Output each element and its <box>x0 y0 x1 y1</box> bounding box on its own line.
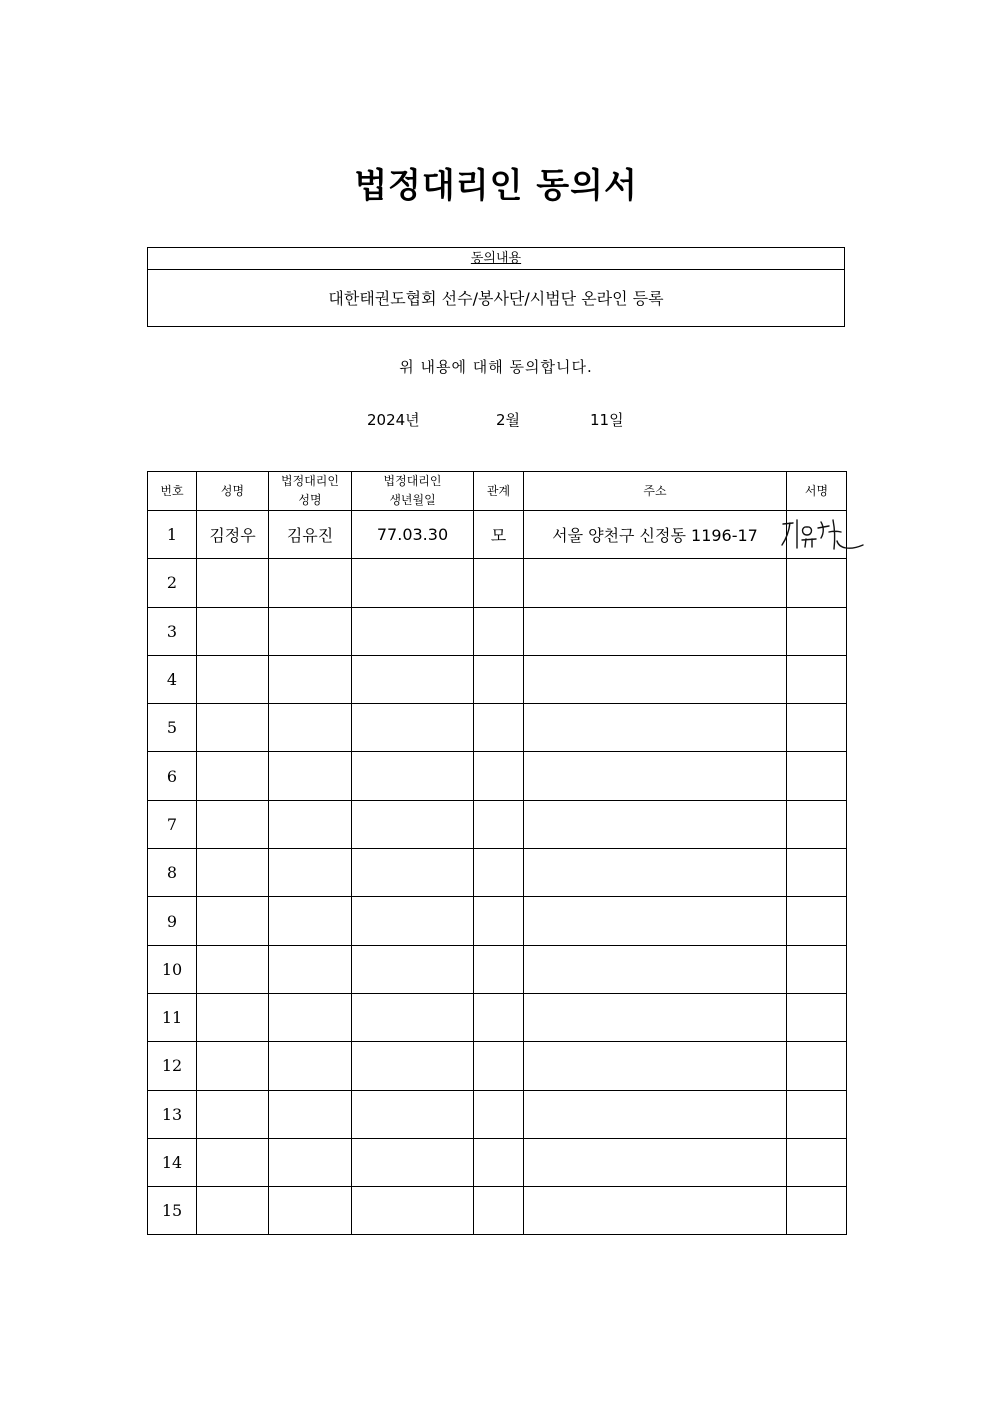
cell-guardian-birth <box>352 849 474 897</box>
table-row <box>148 1090 847 1138</box>
cell-guardian-name <box>269 897 352 945</box>
cell-relation <box>474 607 524 655</box>
cell-name <box>197 704 269 752</box>
table-row <box>148 1042 847 1090</box>
cell-no: 6 <box>148 752 197 800</box>
table-row <box>148 897 847 945</box>
cell-address <box>524 897 787 945</box>
handwritten-signature <box>777 515 865 557</box>
cell-relation <box>474 655 524 703</box>
cell-signature <box>787 511 847 559</box>
cell-name <box>197 897 269 945</box>
cell-address <box>524 752 787 800</box>
cell-relation: 모 <box>474 511 524 559</box>
cell-guardian-name <box>269 993 352 1041</box>
cell-signature <box>787 897 847 945</box>
header-address: 주소 <box>524 472 787 511</box>
cell-relation <box>474 849 524 897</box>
cell-address <box>524 945 787 993</box>
header-no: 번호 <box>148 472 197 511</box>
cell-signature <box>787 1090 847 1138</box>
cell-guardian-birth <box>352 559 474 607</box>
cell-guardian-birth <box>352 752 474 800</box>
cell-guardian-birth <box>352 800 474 848</box>
cell-relation <box>474 1042 524 1090</box>
cell-no: 1 <box>148 511 197 559</box>
cell-no: 8 <box>148 849 197 897</box>
cell-address <box>524 607 787 655</box>
table-row <box>148 945 847 993</box>
header-guardian-name-line2: 성명 <box>298 493 322 507</box>
cell-guardian-name <box>269 1138 352 1186</box>
cell-name <box>197 752 269 800</box>
cell-guardian-birth <box>352 897 474 945</box>
cell-relation <box>474 897 524 945</box>
cell-relation <box>474 1090 524 1138</box>
cell-guardian-name <box>269 704 352 752</box>
cell-guardian-name <box>269 849 352 897</box>
cell-signature <box>787 800 847 848</box>
cell-no: 10 <box>148 945 197 993</box>
table-row <box>148 607 847 655</box>
cell-no: 7 <box>148 800 197 848</box>
cell-no: 13 <box>148 1090 197 1138</box>
consent-box <box>147 247 845 327</box>
cell-name <box>197 1090 269 1138</box>
cell-no: 11 <box>148 993 197 1041</box>
consent-content: 대한태권도협회 선수/봉사단/시범단 온라인 등록 <box>328 289 664 308</box>
cell-no: 2 <box>148 559 197 607</box>
cell-relation <box>474 704 524 752</box>
table-row <box>148 752 847 800</box>
cell-name <box>197 1187 269 1235</box>
cell-relation <box>474 993 524 1041</box>
cell-address <box>524 1138 787 1186</box>
cell-guardian-birth <box>352 704 474 752</box>
date-year: 2024년 <box>367 411 420 429</box>
cell-no: 9 <box>148 897 197 945</box>
cell-name <box>197 945 269 993</box>
date-day: 11일 <box>590 411 624 429</box>
cell-guardian-name <box>269 655 352 703</box>
cell-signature <box>787 607 847 655</box>
cell-guardian-name <box>269 559 352 607</box>
header-guardian-name-line1: 법정대리인 <box>281 474 339 488</box>
header-guardian-birth-line1: 법정대리인 <box>383 474 442 488</box>
table-row <box>148 655 847 703</box>
cell-no: 5 <box>148 704 197 752</box>
cell-guardian-birth <box>352 993 474 1041</box>
cell-name <box>197 1138 269 1186</box>
cell-signature <box>787 655 847 703</box>
cell-name <box>197 559 269 607</box>
cell-guardian-name <box>269 1042 352 1090</box>
cell-relation <box>474 1187 524 1235</box>
header-name: 성명 <box>197 472 269 511</box>
cell-no: 15 <box>148 1187 197 1235</box>
cell-name: 김정우 <box>197 511 269 559</box>
cell-no: 4 <box>148 655 197 703</box>
cell-guardian-birth: 77.03.30 <box>352 511 474 559</box>
cell-address <box>524 559 787 607</box>
cell-guardian-name <box>269 945 352 993</box>
table-row <box>148 1187 847 1235</box>
cell-guardian-birth <box>352 1138 474 1186</box>
cell-guardian-birth <box>352 1042 474 1090</box>
cell-guardian-name <box>269 1090 352 1138</box>
cell-guardian-name <box>269 1187 352 1235</box>
consent-header-label: 동의내용 <box>470 251 522 266</box>
cell-name <box>197 607 269 655</box>
cell-name <box>197 655 269 703</box>
table-row <box>148 511 847 559</box>
cell-guardian-name <box>269 752 352 800</box>
cell-relation <box>474 945 524 993</box>
cell-name <box>197 1042 269 1090</box>
document-title: 법정대리인 동의서 <box>354 166 638 206</box>
cell-no: 3 <box>148 607 197 655</box>
table-row <box>148 704 847 752</box>
cell-name <box>197 849 269 897</box>
cell-signature <box>787 559 847 607</box>
table-header-row <box>148 472 847 511</box>
cell-address <box>524 655 787 703</box>
header-guardian-name <box>269 472 352 511</box>
cell-guardian-name <box>269 800 352 848</box>
table-row <box>148 800 847 848</box>
cell-relation <box>474 800 524 848</box>
consent-header <box>148 248 844 270</box>
table-row <box>148 849 847 897</box>
cell-signature <box>787 1187 847 1235</box>
cell-address <box>524 704 787 752</box>
cell-guardian-birth <box>352 607 474 655</box>
cell-address <box>524 1042 787 1090</box>
cell-signature <box>787 704 847 752</box>
cell-guardian-birth <box>352 1090 474 1138</box>
table-body <box>148 511 847 1235</box>
cell-name <box>197 800 269 848</box>
header-guardian-birth-line2: 생년월일 <box>389 493 436 507</box>
cell-no: 12 <box>148 1042 197 1090</box>
cell-guardian-name <box>269 607 352 655</box>
cell-address <box>524 1090 787 1138</box>
table-row <box>148 1138 847 1186</box>
guardian-consent-table <box>147 471 847 1235</box>
cell-address: 서울 양천구 신정동 1196-17 <box>524 511 787 559</box>
cell-signature <box>787 1138 847 1186</box>
date-month: 2월 <box>496 411 521 429</box>
agreement-statement: 위 내용에 대해 동의합니다. <box>399 358 593 376</box>
cell-signature <box>787 1042 847 1090</box>
cell-address <box>524 800 787 848</box>
cell-relation <box>474 559 524 607</box>
cell-relation <box>474 1138 524 1186</box>
cell-address <box>524 849 787 897</box>
header-relation: 관계 <box>474 472 524 511</box>
cell-guardian-birth <box>352 1187 474 1235</box>
cell-signature <box>787 993 847 1041</box>
cell-guardian-name: 김유진 <box>269 511 352 559</box>
cell-guardian-birth <box>352 655 474 703</box>
table-row <box>148 993 847 1041</box>
cell-signature <box>787 945 847 993</box>
cell-relation <box>474 752 524 800</box>
cell-no: 14 <box>148 1138 197 1186</box>
cell-guardian-birth <box>352 945 474 993</box>
cell-address <box>524 1187 787 1235</box>
table-row <box>148 559 847 607</box>
header-signature: 서명 <box>787 472 847 511</box>
cell-signature <box>787 849 847 897</box>
cell-address <box>524 993 787 1041</box>
header-guardian-birth <box>352 472 474 511</box>
cell-name <box>197 993 269 1041</box>
cell-signature <box>787 752 847 800</box>
